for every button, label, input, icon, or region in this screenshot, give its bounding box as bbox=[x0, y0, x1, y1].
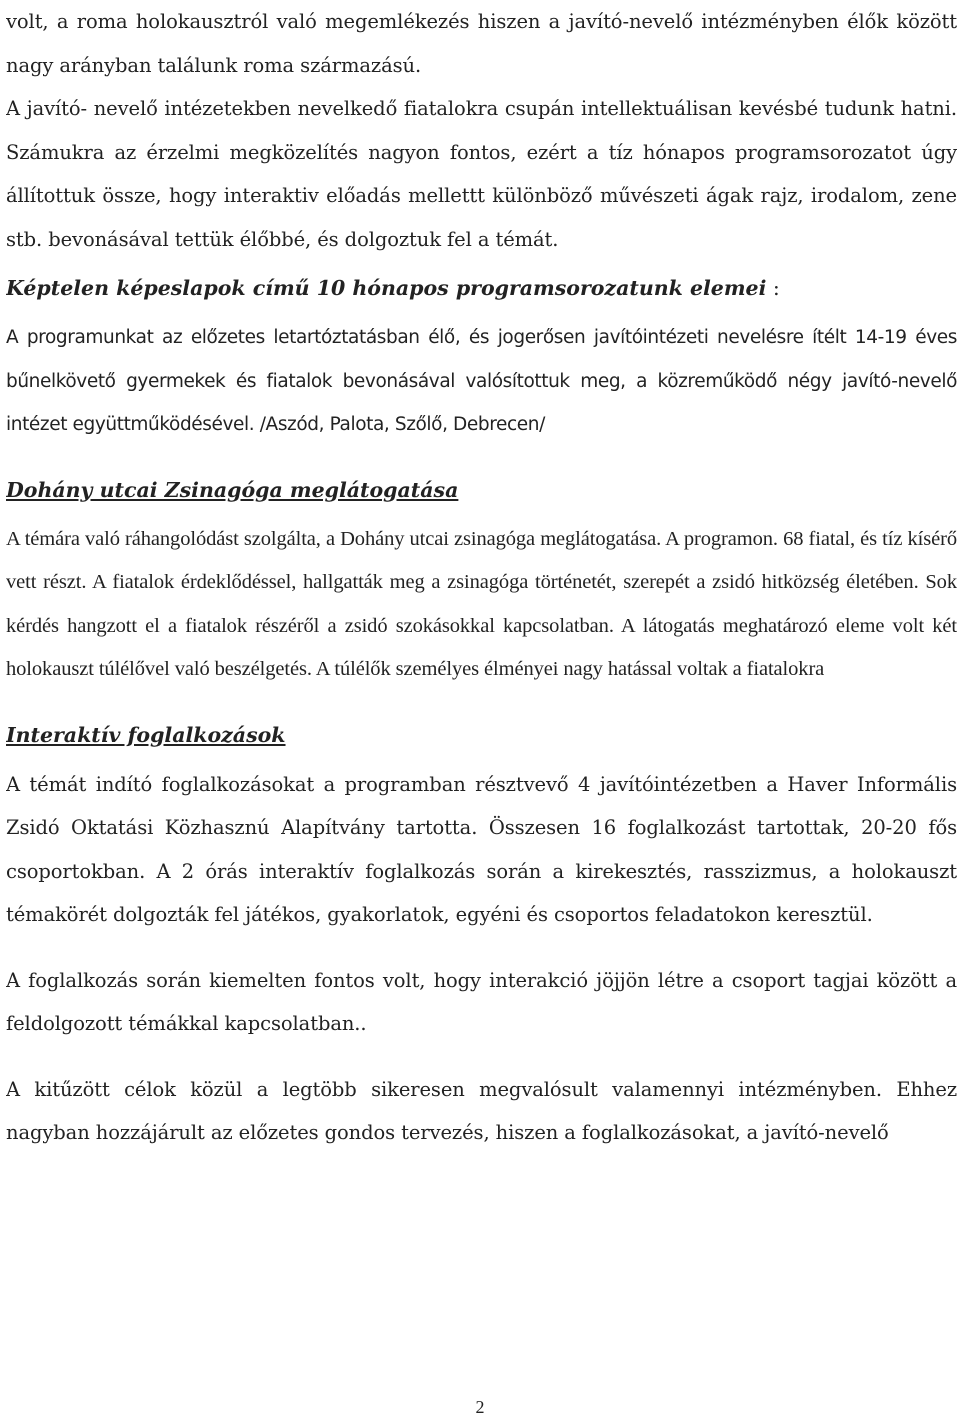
paragraph-synagogue: A témára való ráhangolódást szolgálta, a Dohány utcai zsinagóga meglátogatása. A programon. 68 fiatal, és tíz kísérő vett részt. A fiatalok érdeklődéssel, hallgatták meg a zsinagóga történetét, szerepét a zsidó hitközség életében. Sok kérdés hangzott el a fiatalok részéről a zsidó szokásokkal kapcsolatban. A látogatás meghatározó eleme volt két holokauszt túlélővel való beszélgetés. A túlélők személyes élményei nagy hatással voltak a fiatalokra bbox=[6, 527, 957, 680]
paragraph-program: A programunkat az előzetes letartóztatásban élő, és jogerősen javítóintézeti nevelésre ítélt 14-19 éves bűnelkövető gyermekek és fiatalok bevonásával valósítottuk meg, a közreműködő négy javító-nevelő intézet együttműködésével. /Aszód, Palota, Szőlő, Debrecen/ bbox=[6, 327, 957, 435]
section-heading-program bbox=[6, 267, 957, 310]
section-heading-program-suffix: : bbox=[766, 276, 780, 300]
paragraph-roma: volt, a roma holokausztról való megemlékezés hiszen a javító-nevelő intézményben élők között nagy arányban találunk roma származású. bbox=[6, 10, 957, 77]
section-heading-program-text: Képtelen képeslapok című 10 hónapos programsorozatunk elemei bbox=[6, 276, 767, 300]
document-page bbox=[6, 0, 957, 1418]
paragraph-workshops: A témát indító foglalkozásokat a programban résztvevő 4 javítóintézetben a Haver Informális Zsidó Oktatási Közhasznú Alapítvány tartotta. Összesen 16 foglalkozást tartottak, 20-20 fős csoportokban. A 2 órás interaktív foglalkozás során a kirekesztés, rasszizmus, a holokauszt témakörét dolgozták fel játékos, gyakorlatok, egyéni és csoportos feladatokon keresztül. bbox=[6, 772, 957, 926]
page-number: 2 bbox=[475, 1397, 485, 1417]
paragraph-interaction: A foglalkozás során kiemelten fontos volt, hogy interakció jöjjön létre a csoport tagjai között a feldolgozott témákkal kapcsolatban.. bbox=[6, 968, 957, 1035]
paragraph-goals: A kitűzött célok közül a legtöbb sikeresen megvalósult valamennyi intézményben. Ehhez nagyban hozzájárult az előzetes gondos tervezés, hiszen a foglalkozásokat, a javító-nevelő bbox=[6, 1077, 957, 1144]
paragraph-intro: A javító- nevelő intézetekben nevelkedő fiatalokra csupán intellektuálisan kevésbé tudunk hatni. Számukra az érzelmi megközelítés nagyon fontos, ezért a tíz hónapos programsorozatot úgy állítottuk össze, hogy interaktiv előadás mellettt különböző művészeti ágak rajz, irodalom, zene stb. bevonásával tettük élőbbé, és dolgoztuk fel a témát. bbox=[6, 97, 957, 251]
section-heading-workshops: Interaktív foglalkozások bbox=[6, 722, 286, 747]
section-heading-synagogue: Dohány utcai Zsinagóga meglátogatása bbox=[6, 477, 459, 502]
